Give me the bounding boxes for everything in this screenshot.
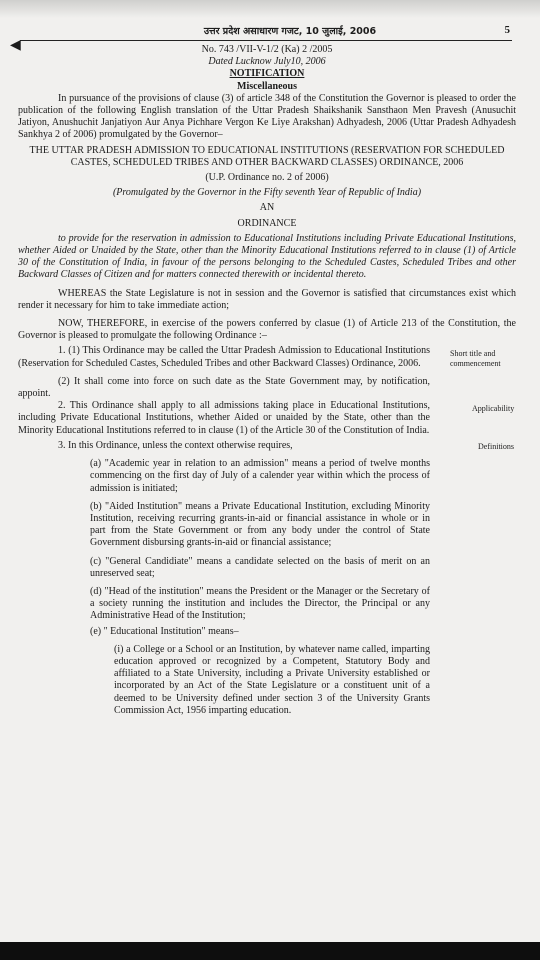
promulgation-line: (Promulgated by the Governor in the Fifty seventh Year of Republic of India) [112, 187, 422, 199]
definition-d: (d) "Head of the institution" means the President or the Manager or the Secretary of a society running the institution and includes the Director, the Principal or any Administrative Head of the Institution; [90, 585, 430, 622]
definition-b: (b) "Aided Institution" means a Private Educational Institution, excluding Minority Institution, receiving recurring grants-in-aid or financial assistance in whole or in part from the State Government or from any body under the control of State Government disbursing grants-in-aid or financial assistance; [90, 500, 430, 549]
notice-heading: NOTIFICATION [229, 68, 305, 80]
definition-a: (a) "Academic year in relation to an admission" means a period of twelve months commencing on the first day of July of a calender year within which the process of admission is initiated; [90, 458, 430, 494]
whereas-clause: WHEREAS the State Legislature is not in session and the Governor is satisfied that circumstances exist which render it necessary for him to take immediate action; [18, 287, 516, 311]
section-1 [18, 345, 516, 369]
side-note-short-title: Short title and commencement [450, 349, 501, 368]
side-note-definitions: Definitions [478, 441, 514, 451]
notice-number: No. 743 /VII-V-1/2 (Ka) 2 /2005 [201, 44, 333, 55]
section-1-1: 1. (1) This Ordinance may be called the Uttar Pradesh Admission to Educational Institutions (Reservation for Scheduled Castes, Scheduled Tribes and other Backward Classes) Ordinance, 2006. [18, 345, 430, 369]
definition-c: (c) "General Candidiate" means a candidate selected on the basis of merit on an unreserved seat; [90, 555, 430, 579]
ordinance-number: (U.P. Ordinance no. 2 of 2006) [205, 172, 329, 184]
ordinance-label: ORDINANCE [237, 217, 297, 229]
definition-e-i: (i) a College or a School or an Institution, by whatever name called, imparting education approved or recognized by a Competent, Statutory Body and affiliated to a State University, including a Private University established or incorporated by an Act of the State Legislature or a constituent unit of a deemed to be University defined under section 3 of the University Grants Commission Act, 1956 imparting education. [114, 643, 430, 716]
scan-top-shadow [0, 0, 540, 18]
page-number: 5 [504, 24, 510, 36]
header-rule [20, 40, 512, 41]
side-note-applicability: Applicability [472, 404, 515, 414]
definition-e: (e) " Educational Institution" means– [90, 625, 239, 637]
section-3 [18, 440, 516, 452]
section-2 [18, 400, 516, 437]
gazette-header [20, 24, 520, 40]
therefore-clause: NOW, THEREFORE, in exercise of the powers conferred by clasue (1) of Article 213 of the Constitution, the Governor is pleased to promulgate the following Ordinance :– [18, 318, 516, 342]
notice-date: Dated Lucknow July10, 2006 [208, 56, 326, 68]
document-body [18, 44, 516, 717]
margin-arrow-icon: ◀ [10, 38, 21, 53]
section-3-text: 3. In this Ordinance, unless the context otherwise requires, [58, 439, 293, 451]
gazette-title: उत्तर प्रदेश असाधारण गजट, 10 जुलाई, 2006 [203, 26, 377, 37]
scan-bottom-edge [0, 942, 540, 960]
an-label: AN [259, 202, 275, 214]
ordinance-title: THE UTTAR PRADESH ADMISSION TO EDUCATIONAL INSTITUTIONS (RESERVATION FOR SCHEDULED CASTES, SCHEDULED TRIBES AND OTHER BACKWARD CLASSES) ORDINANCE, 2006 [29, 144, 505, 168]
intro-paragraph: In pursuance of the provisions of clause (3) of article 348 of the Constitution the Governor is pleased to order the publication of the following English translation of the Uttar Pradesh Shaikshanik Sansthaon Men Pravesh (Anusuchit Jatiyon, Anushuchit Janjatiyon Aur Anya Pichhare Vergon Ke Liye Arakshan) Adhyadesh, 2006 (Uttar Pradesh Adhyadesh Sankhya 2 of 2006) promulgated by the Governor– [18, 92, 516, 141]
section-2-text: 2. This Ordinance shall apply to all admissions taking place in Educational Institutions, including Private Educational Institutions, whether Aided or unaided by the State, other than the Minority Educational Institutions referred to in clause (1) of the Article 30 of the Constitution of India. [18, 400, 430, 436]
section-1-2: (2) It shall come into force on such date as the State Government may, by notification, appoint. [18, 375, 430, 400]
notice-subheading: Miscellaneous [237, 80, 297, 92]
ordinance-purpose: to provide for the reservation in admission to Educational Institutions including Private Educational Institutions, whether Aided or Unaided by the State, other than the Minority Educational Institutions referred to in clause (1) of Article 30 of the Constitution of India, in favour of the persons belonging to the Scheduled Castes, Scheduled Tribes and other Backward Classes of Citizen and for matters connected therewith or incidental thereto. [18, 232, 516, 281]
